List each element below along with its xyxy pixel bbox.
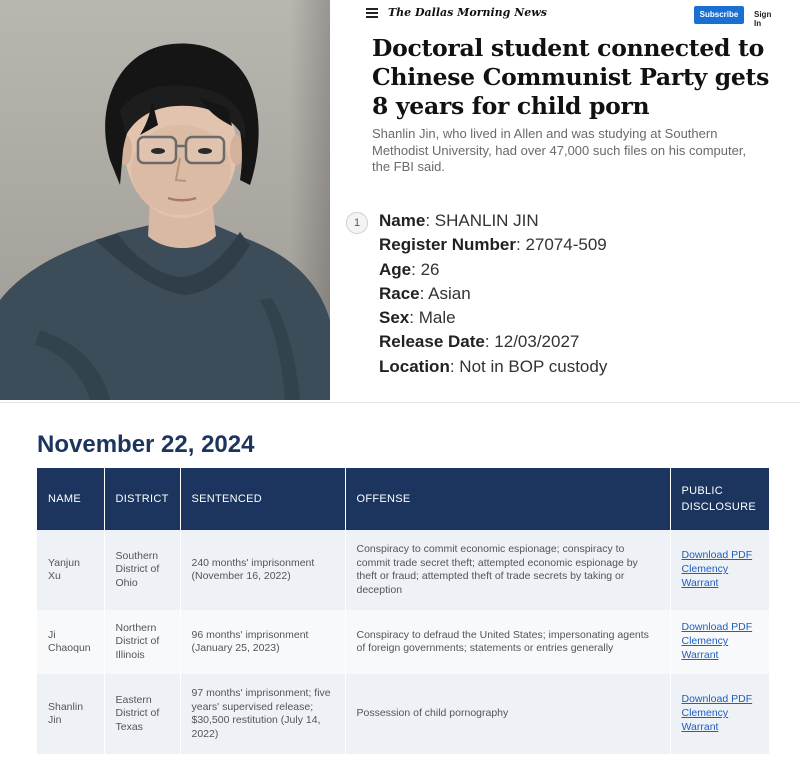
field-label: Race [379, 283, 420, 303]
clemency-link[interactable]: Clemency [681, 635, 729, 648]
cell-sentenced: 96 months' imprisonment (January 25, 2023) [180, 610, 345, 674]
cell-sentenced: 240 months' imprisonment (November 16, 2022) [180, 530, 345, 610]
news-article [340, 0, 780, 400]
field-label: Name [379, 211, 426, 230]
field-value: Male [418, 308, 456, 328]
sign-in-link[interactable]: Sign In [754, 10, 772, 28]
record-row-name: Name: SHANLIN JIN [379, 211, 539, 230]
cell-public-disclosure [670, 610, 769, 674]
download-pdf-link[interactable]: Download PDF [681, 621, 753, 634]
mugshot-figure [0, 0, 330, 400]
cell-public-disclosure [670, 674, 769, 754]
table-header-row [37, 468, 769, 530]
field-label: Release Date [379, 332, 485, 352]
field-value: Not in BOP custody [459, 356, 608, 376]
record-row-sex: Sex: Male [379, 308, 456, 328]
field-value: 26 [420, 259, 440, 279]
subscribe-button[interactable]: Subscribe [694, 6, 744, 24]
column-header-district: DISTRICT [104, 468, 180, 530]
cell-district: Eastern District of Texas [104, 674, 180, 754]
cell-offense: Conspiracy to defraud the United States; impersonating agents of foreign governments; statements or entries generally [345, 610, 670, 674]
column-header-public-disclosure: PUBLIC DISCLOSURE [670, 468, 769, 530]
inmate-record [379, 209, 769, 379]
record-index-badge: 1 [346, 212, 368, 234]
field-value: SHANLIN JIN [434, 211, 539, 230]
cell-district: Northern District of Illinois [104, 610, 180, 674]
column-header-offense: OFFENSE [345, 468, 670, 530]
field-label: Sex [379, 308, 410, 328]
masthead-logo[interactable]: The Dallas Morning News [388, 6, 547, 19]
clemency-link[interactable]: Clemency [681, 563, 729, 576]
warrant-link[interactable]: Warrant [681, 576, 719, 589]
record-row-release-date: Release Date: 12/03/2027 [379, 332, 580, 352]
field-label: Register Number [379, 235, 516, 255]
cell-district: Southern District of Ohio [104, 530, 180, 610]
record-row-age: Age: 26 [379, 259, 440, 279]
cell-offense: Possession of child pornography [345, 674, 670, 754]
cell-name: Shanlin Jin [37, 674, 104, 754]
cell-sentenced: 97 months' imprisonment; five years' supervised release; $30,500 restitution (July 14, 2022) [180, 674, 345, 754]
cell-name: Ji Chaoqun [37, 610, 104, 674]
warrant-link[interactable]: Warrant [681, 720, 719, 733]
record-row-register-number: Register Number: 27074-509 [379, 235, 607, 255]
cell-name: Yanjun Xu [37, 530, 104, 610]
warrant-link[interactable]: Warrant [681, 648, 719, 661]
section-divider [0, 402, 800, 403]
download-pdf-link[interactable]: Download PDF [681, 693, 753, 706]
cell-public-disclosure [670, 530, 769, 610]
field-value: 27074-509 [525, 235, 607, 255]
column-header-name: NAME [37, 468, 104, 530]
clemency-table [37, 468, 769, 754]
site-header [358, 4, 772, 26]
field-value: Asian [428, 283, 471, 303]
clemency-link[interactable]: Clemency [681, 707, 729, 720]
record-row-location: Location: Not in BOP custody [379, 356, 608, 376]
table-row [37, 530, 769, 610]
hamburger-menu-icon[interactable] [366, 8, 378, 18]
field-label: Age [379, 259, 412, 279]
field-label: Location [379, 356, 450, 376]
article-headline: Doctoral student connected to Chinese Communist Party gets 8 years for child porn [372, 34, 769, 120]
mugshot-photo [0, 0, 330, 400]
cell-offense: Conspiracy to commit economic espionage; conspiracy to commit trade secret theft; attempted economic espionage by theft or fraud; attempted theft of trade secrets by taking or deception [345, 530, 670, 610]
article-dek: Shanlin Jin, who lived in Allen and was studying at Southern Methodist University, had over 47,000 such files on his computer, the FBI said. [372, 126, 747, 174]
column-header-sentenced: SENTENCED [180, 468, 345, 530]
download-pdf-link[interactable]: Download PDF [681, 549, 753, 562]
record-row-race: Race: Asian [379, 283, 471, 303]
table-row [37, 674, 769, 754]
table-row [37, 610, 769, 674]
clemency-date-heading: November 22, 2024 [37, 431, 255, 458]
field-value: 12/03/2027 [494, 332, 580, 352]
